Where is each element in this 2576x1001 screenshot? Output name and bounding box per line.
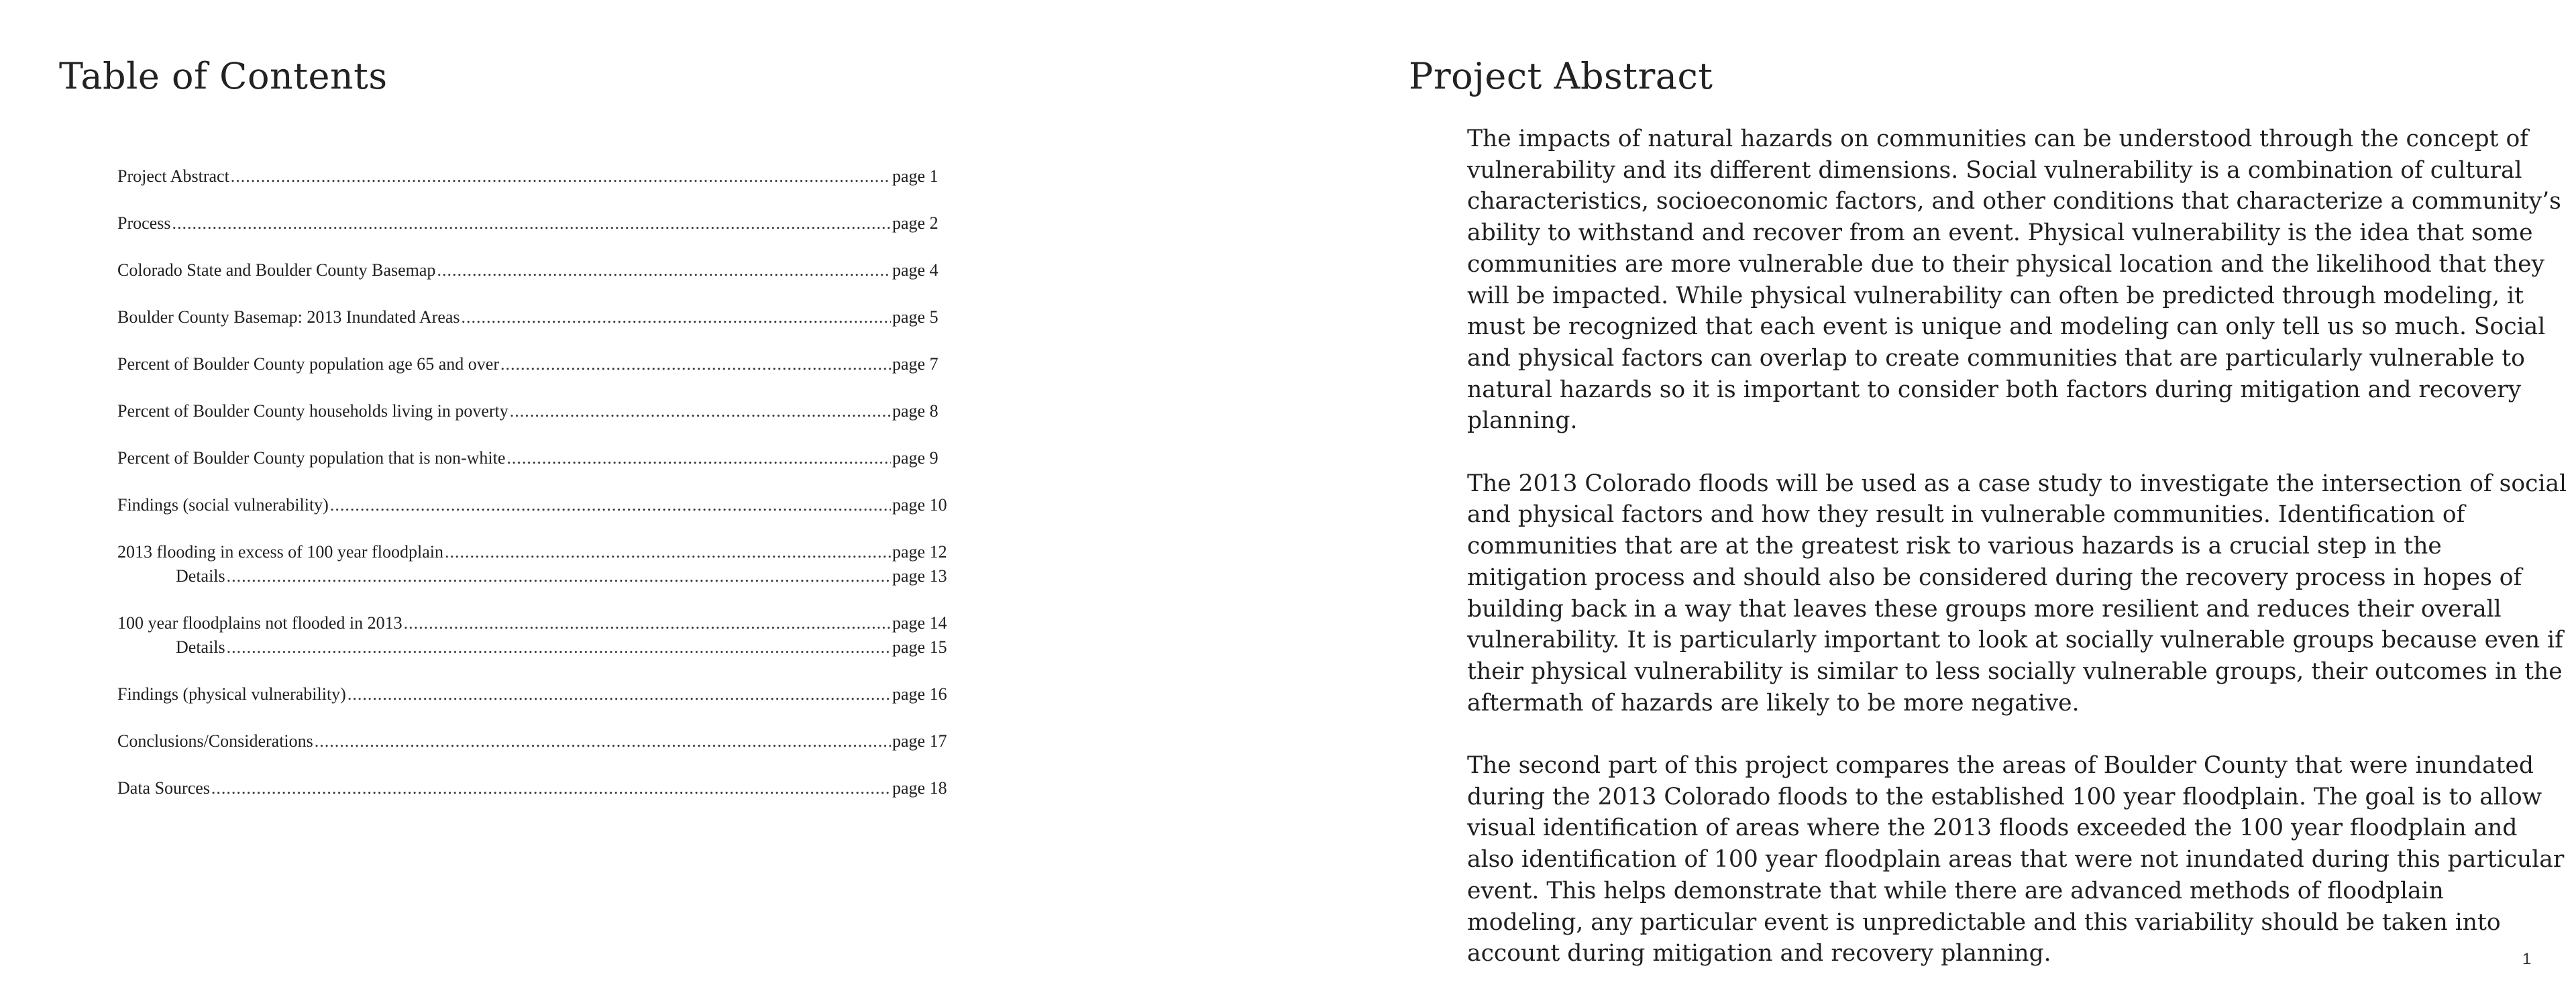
toc-entry-page: page 13 <box>892 566 947 586</box>
toc-leader-dots <box>227 637 891 657</box>
toc-entry-page: page 7 <box>892 354 938 374</box>
toc-entry-title: Percent of Boulder County population that is non-white <box>117 448 506 468</box>
toc-group <box>117 213 976 238</box>
toc-title: Table of Contents <box>59 55 388 97</box>
toc-leader-dots <box>347 684 891 704</box>
toc-entry <box>117 260 976 284</box>
toc-group <box>117 260 976 284</box>
toc-entry <box>117 684 976 708</box>
toc-subentry <box>117 637 976 662</box>
toc-entry-page: page 2 <box>892 213 938 233</box>
toc-entry-title: Details <box>176 637 225 657</box>
toc-group <box>117 495 976 519</box>
toc-group <box>117 401 976 425</box>
toc-entry-title: Findings (social vulnerability) <box>117 495 329 515</box>
abstract-paragraph: The second part of this project compares the areas of Boulder County that were inundated during the 2013 Colorado floods to the established 100 year floodplain. The goal is to allow visual identification of areas where the 2013 floods exceeded the 100 year floodplain and also identification of 100 year floodplain areas that were not inundated during this particular event. This helps demonstrate that while there are advanced methods of floodplain modeling, any particular event is unpredictable and this variability should be taken into account during mitigation and recovery planning. <box>1467 752 2565 967</box>
toc-entry-page: page 16 <box>892 684 947 704</box>
toc-leader-dots <box>231 166 891 187</box>
toc-entry <box>117 778 976 802</box>
toc-entry-page: page 8 <box>892 401 938 421</box>
toc-entry-title: Conclusions/Considerations <box>117 731 313 751</box>
toc-entry-title: 2013 flooding in excess of 100 year floodplain <box>117 542 443 562</box>
toc-group <box>117 166 976 191</box>
abstract-title: Project Abstract <box>1409 55 1713 97</box>
toc-leader-dots <box>437 260 891 280</box>
toc-group <box>117 684 976 708</box>
toc-leader-dots <box>227 566 891 586</box>
toc-leader-dots <box>506 448 891 468</box>
toc-entry <box>117 495 976 519</box>
toc-entry <box>117 354 976 378</box>
toc-entry-page: page 9 <box>892 448 938 468</box>
toc-entry-title: Boulder County Basemap: 2013 Inundated Areas <box>117 307 460 327</box>
toc-leader-dots <box>211 778 891 798</box>
toc-leader-dots <box>330 495 891 515</box>
toc-group <box>117 613 976 662</box>
toc-entry-page: page 1 <box>892 166 938 186</box>
toc-leader-dots <box>462 307 891 327</box>
abstract-paragraph: The impacts of natural hazards on communities can be understood through the concept of vulnerability and its different dimensions. Social vulnerability is a combination of cultural characteristics, socioeconomic factors, and other conditions that characterize a community’s ability to withstand and recover from an event. Physical vulnerability is the idea that some communities are more vulnerable due to their physical location and the likelihood that they will be impacted. While physical vulnerability can often be predicted through modeling, it must be recognized that each event is unique and modeling can only tell us so much. Social and physical factors can overlap to create communities that are particularly vulnerable to natural hazards so it is important to consider both factors during mitigation and recovery planning. <box>1467 125 2561 435</box>
page-number: 1 <box>2522 950 2532 968</box>
toc-leader-dots <box>172 213 891 233</box>
toc-entry-title: Percent of Boulder County households living in poverty <box>117 401 508 421</box>
toc-entry-title: Details <box>176 566 225 586</box>
toc-subentry <box>117 566 976 590</box>
toc-group <box>117 307 976 331</box>
toc-entry <box>117 542 976 566</box>
toc-entry <box>117 731 976 755</box>
toc-entry-title: Data Sources <box>117 778 210 798</box>
toc-list <box>117 166 976 825</box>
toc-entry <box>117 213 976 238</box>
toc-entry-title: Percent of Boulder County population age 65 and over <box>117 354 499 374</box>
toc-entry-page: page 12 <box>892 542 947 562</box>
toc-leader-dots <box>510 401 891 421</box>
toc-entry <box>117 448 976 472</box>
toc-entry <box>117 401 976 425</box>
toc-entry-title: 100 year floodplains not flooded in 2013 <box>117 613 402 633</box>
toc-leader-dots <box>500 354 891 374</box>
abstract-body <box>1467 123 2567 1001</box>
toc-entry-title: Findings (physical vulnerability) <box>117 684 346 704</box>
toc-entry-page: page 4 <box>892 260 938 280</box>
toc-group <box>117 448 976 472</box>
toc-leader-dots <box>404 613 891 633</box>
abstract-panel <box>1368 0 2576 996</box>
toc-entry <box>117 307 976 331</box>
toc-group <box>117 354 976 378</box>
toc-group <box>117 778 976 802</box>
toc-entry <box>117 166 976 191</box>
toc-leader-dots <box>445 542 891 562</box>
toc-entry-page: page 14 <box>892 613 947 633</box>
toc-entry-page: page 17 <box>892 731 947 751</box>
toc-entry-title: Colorado State and Boulder County Basemap <box>117 260 436 280</box>
abstract-paragraph: The 2013 Colorado floods will be used as a case study to investigate the intersection of social and physical factors and how they result in vulnerable communities. Identification of communities that are at the greatest risk to various hazards is a crucial step in the mitigation process and should also be considered during the recovery process in hopes of building back in a way that leaves these groups more resilient and reduces their overall vulnerability. It is particularly important to look at socially vulnerable groups because even if their physical vulnerability is similar to less socially vulnerable groups, their outcomes in the aftermath of hazards are likely to be more negative. <box>1467 470 2567 717</box>
toc-entry <box>117 613 976 637</box>
toc-entry-page: page 18 <box>892 778 947 798</box>
toc-entry-title: Process <box>117 213 171 233</box>
toc-entry-page: page 10 <box>892 495 947 515</box>
toc-entry-title: Project Abstract <box>117 166 229 186</box>
toc-group <box>117 731 976 755</box>
toc-group <box>117 542 976 590</box>
toc-leader-dots <box>315 731 891 751</box>
toc-entry-page: page 5 <box>892 307 938 327</box>
toc-entry-page: page 15 <box>892 637 947 657</box>
